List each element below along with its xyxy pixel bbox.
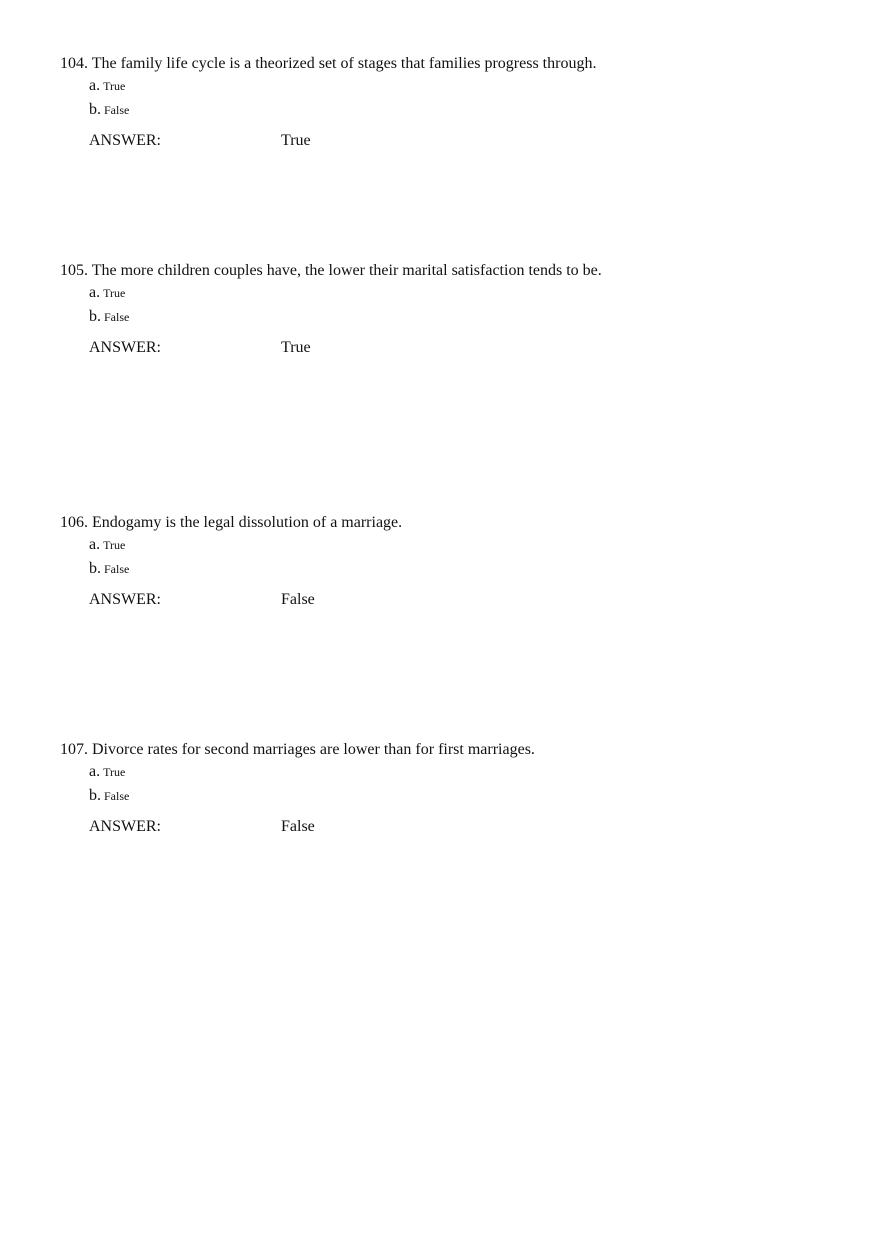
option-letter: b. <box>89 560 101 577</box>
option-text: False <box>104 562 130 576</box>
question-text <box>60 261 840 281</box>
option-text: True <box>103 286 126 300</box>
question-text <box>60 513 840 533</box>
option-letter: a. <box>89 763 101 780</box>
option-text: True <box>103 538 126 552</box>
question-105 <box>60 261 840 359</box>
option-text: True <box>103 765 126 779</box>
answer-row <box>89 589 840 611</box>
answer-row <box>89 337 840 359</box>
question-number: 104. <box>60 55 88 72</box>
option-b[interactable] <box>89 557 840 581</box>
option-text: False <box>104 310 130 324</box>
answer-label: ANSWER: <box>89 132 161 149</box>
option-letter: b. <box>89 787 101 804</box>
option-b[interactable] <box>89 305 840 329</box>
option-a[interactable] <box>89 533 840 557</box>
question-stem: The more children couples have, the lower their marital satisfaction tends to be. <box>91 262 602 279</box>
answer-row <box>89 816 840 838</box>
answer-label: ANSWER: <box>89 591 161 608</box>
question-number: 106. <box>60 514 88 531</box>
answer-label: ANSWER: <box>89 339 161 356</box>
answer-value: False <box>281 818 315 835</box>
option-a[interactable] <box>89 760 840 784</box>
option-a[interactable] <box>89 281 840 305</box>
option-text: False <box>104 103 130 117</box>
question-stem: Endogamy is the legal dissolution of a marriage. <box>92 514 403 531</box>
option-letter: b. <box>89 308 101 325</box>
question-107 <box>60 740 840 838</box>
option-letter: a. <box>89 536 101 553</box>
question-text <box>60 740 840 760</box>
question-106 <box>60 513 840 611</box>
option-letter: a. <box>89 77 101 94</box>
question-number: 105. <box>60 262 88 279</box>
option-letter: b. <box>89 101 101 118</box>
question-104 <box>60 54 840 152</box>
answer-value: False <box>281 591 315 608</box>
question-stem: Divorce rates for second marriages are lower than for first marriages. <box>92 741 535 758</box>
question-text <box>60 54 840 74</box>
answer-label: ANSWER: <box>89 818 161 835</box>
question-number: 107. <box>60 741 88 758</box>
option-b[interactable] <box>89 784 840 808</box>
question-stem: The family life cycle is a theorized set of stages that families progress through. <box>91 55 597 72</box>
option-b[interactable] <box>89 98 840 122</box>
option-text: False <box>104 789 130 803</box>
option-letter: a. <box>89 284 101 301</box>
answer-row <box>89 130 840 152</box>
answer-value: True <box>281 132 311 149</box>
option-a[interactable] <box>89 74 840 98</box>
answer-value: True <box>281 339 311 356</box>
option-text: True <box>103 79 126 93</box>
